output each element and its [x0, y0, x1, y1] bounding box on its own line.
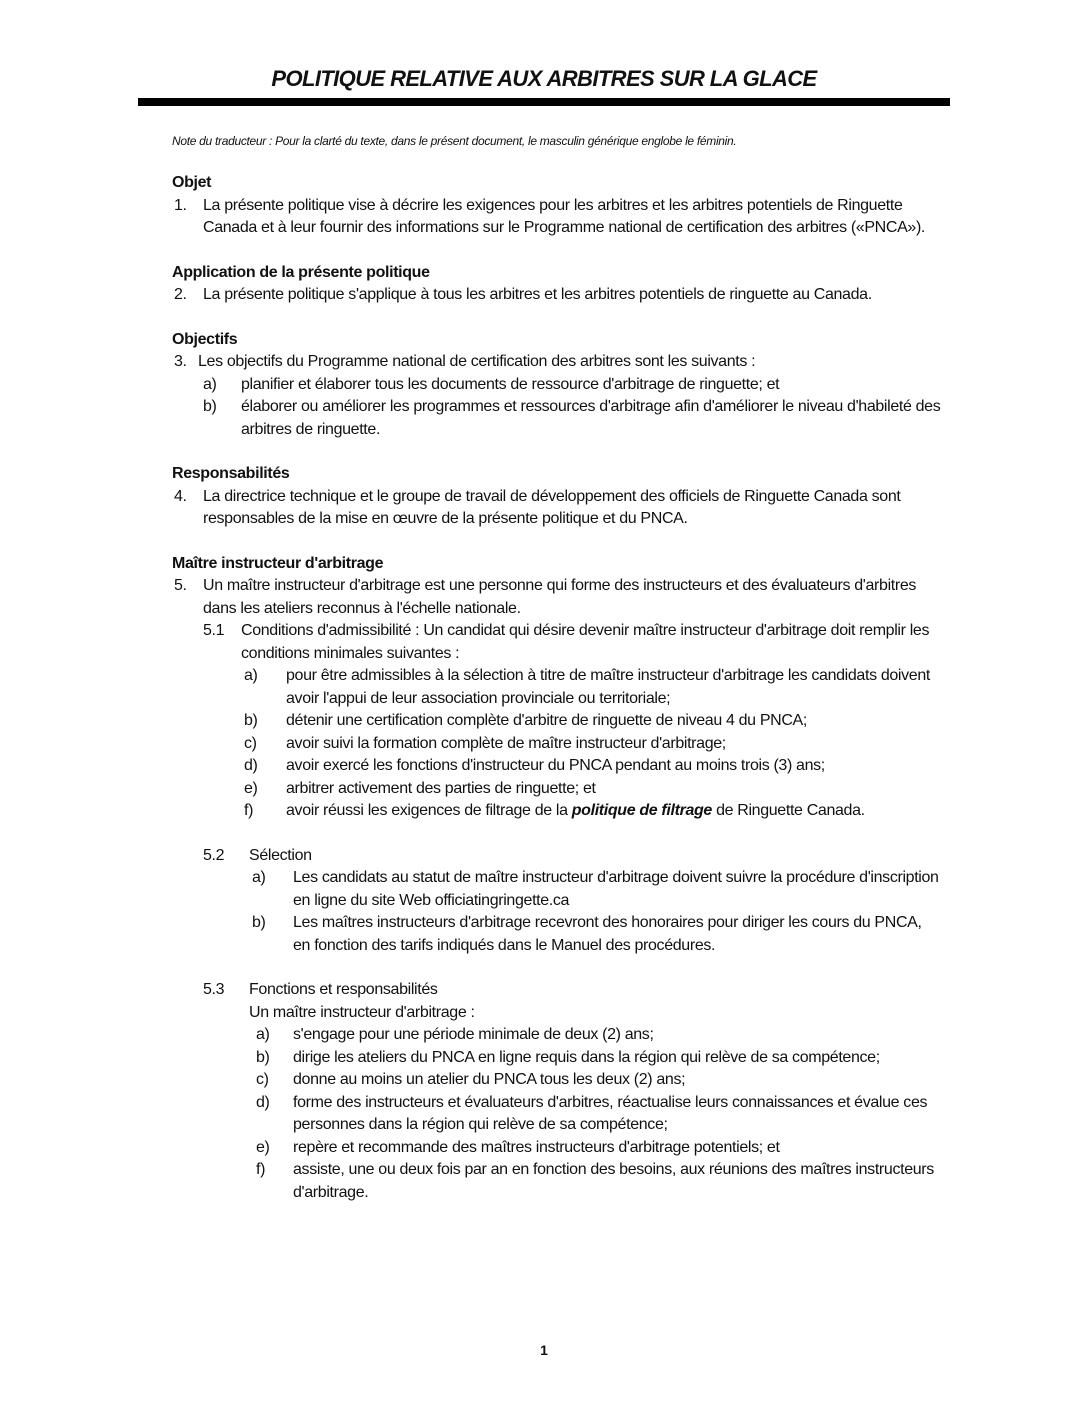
- list-item: [172, 912, 942, 957]
- list-item: [172, 1069, 942, 1092]
- policy-title-italic: politique de filtrage: [571, 802, 712, 819]
- list-label: a): [244, 667, 258, 684]
- list-label: b): [244, 712, 258, 729]
- list-label: d): [244, 757, 258, 774]
- document-title: POLITIQUE RELATIVE AUX ARBITRES SUR LA GLACE: [271, 66, 817, 91]
- numbered-paragraph: [172, 284, 942, 307]
- section-heading: Objet: [172, 174, 212, 191]
- paragraph-text: La présente politique vise à décrire les exigences pour les arbitres et les arbitres potentiels de Ringuette Canada et à leur fournir des informations sur le Programme national de certification des arbitres («PNCA»).: [203, 196, 926, 236]
- list-item: [172, 374, 942, 397]
- section-objet: [172, 172, 942, 240]
- numbered-paragraph: [172, 195, 942, 240]
- paragraph-text: La directrice technique et le groupe de travail de développement des officiels de Ringuette Canada sont responsables de la mise en œuvre de la présente politique et du PNCA.: [203, 487, 901, 527]
- numbered-paragraph: [172, 575, 942, 620]
- list-label: b): [252, 914, 266, 931]
- subsection-title: Fonctions et responsabilités: [249, 981, 438, 998]
- list-text: planifier et élaborer tous les documents de ressource d'arbitrage de ringuette; et: [241, 375, 780, 393]
- list-item: [172, 800, 942, 823]
- list-text: Les maîtres instructeurs d'arbitrage recevront des honoraires pour diriger les cours du PNCA, en fonction des tarifs indiqués dans le Manuel des procédures.: [293, 914, 922, 954]
- subsection-number: 5.2: [203, 846, 225, 864]
- list-text: de Ringuette Canada.: [711, 802, 865, 819]
- list-text: assiste, une ou deux fois par an en fonction des besoins, aux réunions des maîtres instructeurs d'arbitrage.: [293, 1161, 934, 1201]
- list-item: [172, 1047, 942, 1070]
- paragraph-number: 4.: [174, 487, 187, 505]
- paragraph-text: Les objectifs du Programme national de certification des arbitres sont les suivants :: [198, 353, 756, 370]
- paragraph-number: 5.: [174, 577, 187, 594]
- list-label: c): [256, 1071, 269, 1088]
- list-text: repère et recommande des maîtres instructeurs d'arbitrage potentiels; et: [293, 1138, 780, 1156]
- paragraph-text: Un maître instructeur d'arbitrage est une personne qui forme des instructeurs et des évaluateurs d'arbitres dans les ateliers reconnus à l'échelle nationale.: [203, 577, 917, 617]
- list-text: dirige les ateliers du PNCA en ligne requis dans la région qui relève de sa compétence;: [293, 1048, 880, 1066]
- list-text: avoir réussi les exigences de filtrage de la: [286, 802, 572, 819]
- list-label: b): [256, 1048, 270, 1066]
- paragraph-text: La présente politique s'applique à tous les arbitres et les arbitres potentiels de ringuette au Canada.: [203, 286, 872, 303]
- page-number: 1: [540, 1342, 548, 1358]
- section-heading: Maître instructeur d'arbitrage: [172, 554, 384, 572]
- subsection-number: 5.1: [203, 622, 225, 639]
- subsection-title: Sélection: [249, 846, 312, 864]
- section-responsabilites: [172, 463, 942, 531]
- document-body: [172, 172, 942, 1226]
- list-item: [172, 1159, 942, 1204]
- list-label: a): [252, 869, 266, 886]
- numbered-paragraph: [172, 351, 942, 374]
- paragraph-number: 1.: [174, 196, 187, 214]
- list-item: [172, 1092, 942, 1137]
- list-label: c): [244, 734, 257, 752]
- section-objectifs: [172, 329, 942, 442]
- list-item: [172, 778, 942, 801]
- list-item: [172, 733, 942, 756]
- list-text: avoir exercé les fonctions d'instructeur du PNCA pendant au moins trois (3) ans;: [286, 757, 825, 774]
- list-text: détenir une certification complète d'arbitre de ringuette de niveau 4 du PNCA;: [286, 712, 807, 729]
- section-heading: Objectifs: [172, 330, 238, 348]
- list-label: a): [203, 375, 217, 393]
- list-label: e): [256, 1138, 270, 1156]
- list-item: [172, 710, 942, 733]
- subsection-text: Conditions d'admissibilité : Un candidat qui désire devenir maître instructeur d'arbitrage doit remplir les conditions minimales suivantes :: [241, 622, 930, 662]
- translator-note: Note du traducteur : Pour la clarté du texte, dans le présent document, le masculin générique englobe le féminin.: [172, 134, 737, 148]
- list-text: élaborer ou améliorer les programmes et ressources d'arbitrage afin d'améliorer le niveau d'habileté des arbitres de ringuette.: [241, 398, 941, 438]
- list-label: d): [256, 1093, 270, 1111]
- list-text: avoir suivi la formation complète de maître instructeur d'arbitrage;: [286, 734, 726, 752]
- list-item: [172, 1024, 942, 1047]
- numbered-paragraph: [172, 486, 942, 531]
- paragraph-number: 2.: [174, 286, 187, 303]
- list-label: e): [244, 779, 258, 797]
- list-label: a): [256, 1026, 270, 1043]
- list-label: b): [203, 398, 217, 415]
- paragraph-number: 3.: [174, 353, 187, 370]
- list-label: f): [256, 1161, 266, 1178]
- section-heading: Responsabilités: [172, 465, 290, 482]
- list-item: [172, 755, 942, 778]
- subsection-number: 5.3: [203, 981, 225, 998]
- list-text: s'engage pour une période minimale de deux (2) ans;: [293, 1026, 654, 1043]
- list-text: donne au moins un atelier du PNCA tous les deux (2) ans;: [293, 1071, 686, 1088]
- list-label: f): [244, 802, 254, 819]
- section-maitre-instructeur: [172, 553, 942, 1205]
- list-item: [172, 396, 942, 441]
- list-text: Les candidats au statut de maître instructeur d'arbitrage doivent suivre la procédure d'inscription en ligne du site Web officiatingringette.ca: [293, 869, 939, 909]
- section-application: [172, 262, 942, 307]
- list-text: forme des instructeurs et évaluateurs d'arbitres, réactualise leurs connaissances et évalue ces personnes dans la région qui relève de sa compétence;: [293, 1093, 928, 1133]
- list-text: arbitrer activement des parties de ringuette; et: [286, 779, 596, 797]
- list-item: [172, 665, 942, 710]
- subsection-5-3: [172, 979, 942, 1002]
- list-item: [172, 1137, 942, 1160]
- title-rule: [138, 98, 950, 106]
- section-heading: Application de la présente politique: [172, 263, 430, 281]
- list-item: [172, 867, 942, 912]
- list-text: pour être admissibles à la sélection à titre de maître instructeur d'arbitrage les candidats doivent avoir l'appui de leur association provinciale ou territoriale;: [286, 667, 930, 707]
- subsection-5-1: [172, 620, 942, 665]
- subsection-intro: Un maître instructeur d'arbitrage :: [249, 1003, 475, 1021]
- subsection-5-2: [172, 845, 942, 868]
